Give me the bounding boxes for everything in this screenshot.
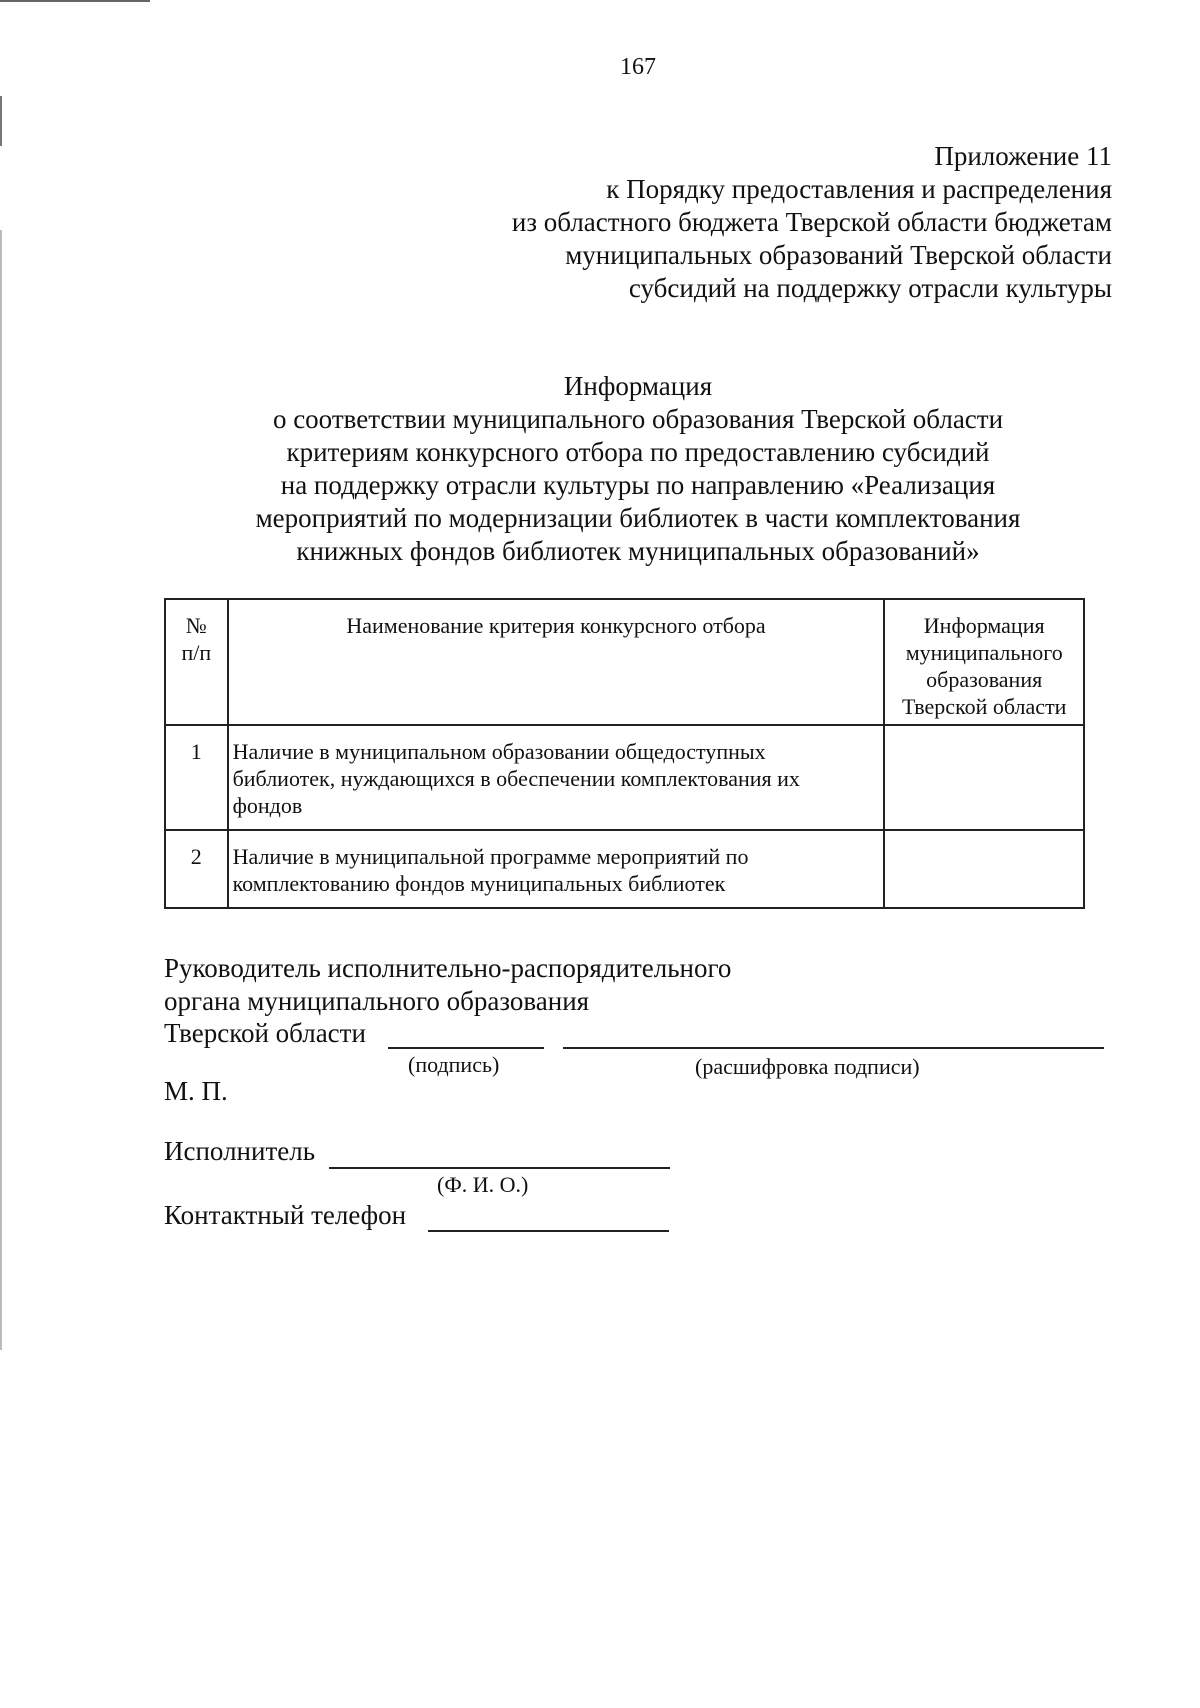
row-info-cell[interactable] (884, 830, 1084, 908)
table-row (165, 830, 1084, 908)
signature-caption: (подпись) (408, 1052, 500, 1077)
criteria-table (164, 598, 1085, 909)
table-row (165, 725, 1084, 830)
appendix-line: муниципальных образований Тверской области (565, 240, 1112, 270)
document-title (0, 370, 1200, 568)
appendix-line: субсидий на поддержку отрасли культуры (628, 273, 1112, 303)
title-line: критериям конкурсного отбора по предоставлению субсидий (286, 437, 990, 467)
page-number: 167 (620, 54, 656, 80)
phone-field[interactable] (428, 1230, 669, 1232)
title-line: книжных фондов библиотек муниципальных образований» (296, 536, 980, 566)
title-line: мероприятий по модернизации библиотек в части комплектования (255, 503, 1021, 533)
row-criterion: Наличие в муниципальной программе мероприятий по комплектованию фондов муниципальных библиотек (228, 830, 885, 908)
title-line: о соответствии муниципального образования Тверской области (272, 404, 1004, 434)
executor-caption: (Ф. И. О.) (437, 1172, 529, 1197)
header-criterion-name: Наименование критерия конкурсного отбора (228, 599, 885, 725)
phone-label: Контактный телефон (164, 1200, 407, 1230)
signature-field[interactable] (388, 1047, 544, 1049)
row-criterion: Наличие в муниципальном образовании общедоступных библиотек, нуждающихся в обеспечении комплектования их фондов (228, 725, 885, 830)
appendix-line: Приложение 11 (934, 141, 1112, 171)
row-number: 1 (165, 725, 228, 830)
margin-mark (0, 96, 2, 146)
title-heading: Информация (563, 371, 713, 401)
row-number: 2 (165, 830, 228, 908)
header-municipality-info: Информация муниципального образования Тверской области (884, 599, 1084, 725)
appendix-line: из областного бюджета Тверской области бюджетам (511, 207, 1112, 237)
appendix-line: к Порядку предоставления и распределения (606, 174, 1112, 204)
signature-block (164, 952, 731, 1018)
signature-region-label: Тверской области (164, 1018, 366, 1048)
appendix-block (512, 140, 1112, 305)
signature-line: органа муниципального образования (164, 986, 590, 1016)
title-line: на поддержку отрасли культуры по направлению «Реализация (280, 470, 996, 500)
stamp-label: М. П. (164, 1076, 228, 1106)
table-header-row (165, 599, 1084, 725)
executor-label: Исполнитель (164, 1136, 316, 1166)
header-number: № п/п (165, 599, 228, 725)
top-rule (0, 0, 150, 2)
row-info-cell[interactable] (884, 725, 1084, 830)
decoding-caption: (расшифровка подписи) (695, 1054, 920, 1079)
signature-line: Руководитель исполнительно-распорядительного (164, 953, 732, 983)
signature-decoding-field[interactable] (563, 1047, 1104, 1049)
executor-field[interactable] (329, 1167, 670, 1169)
